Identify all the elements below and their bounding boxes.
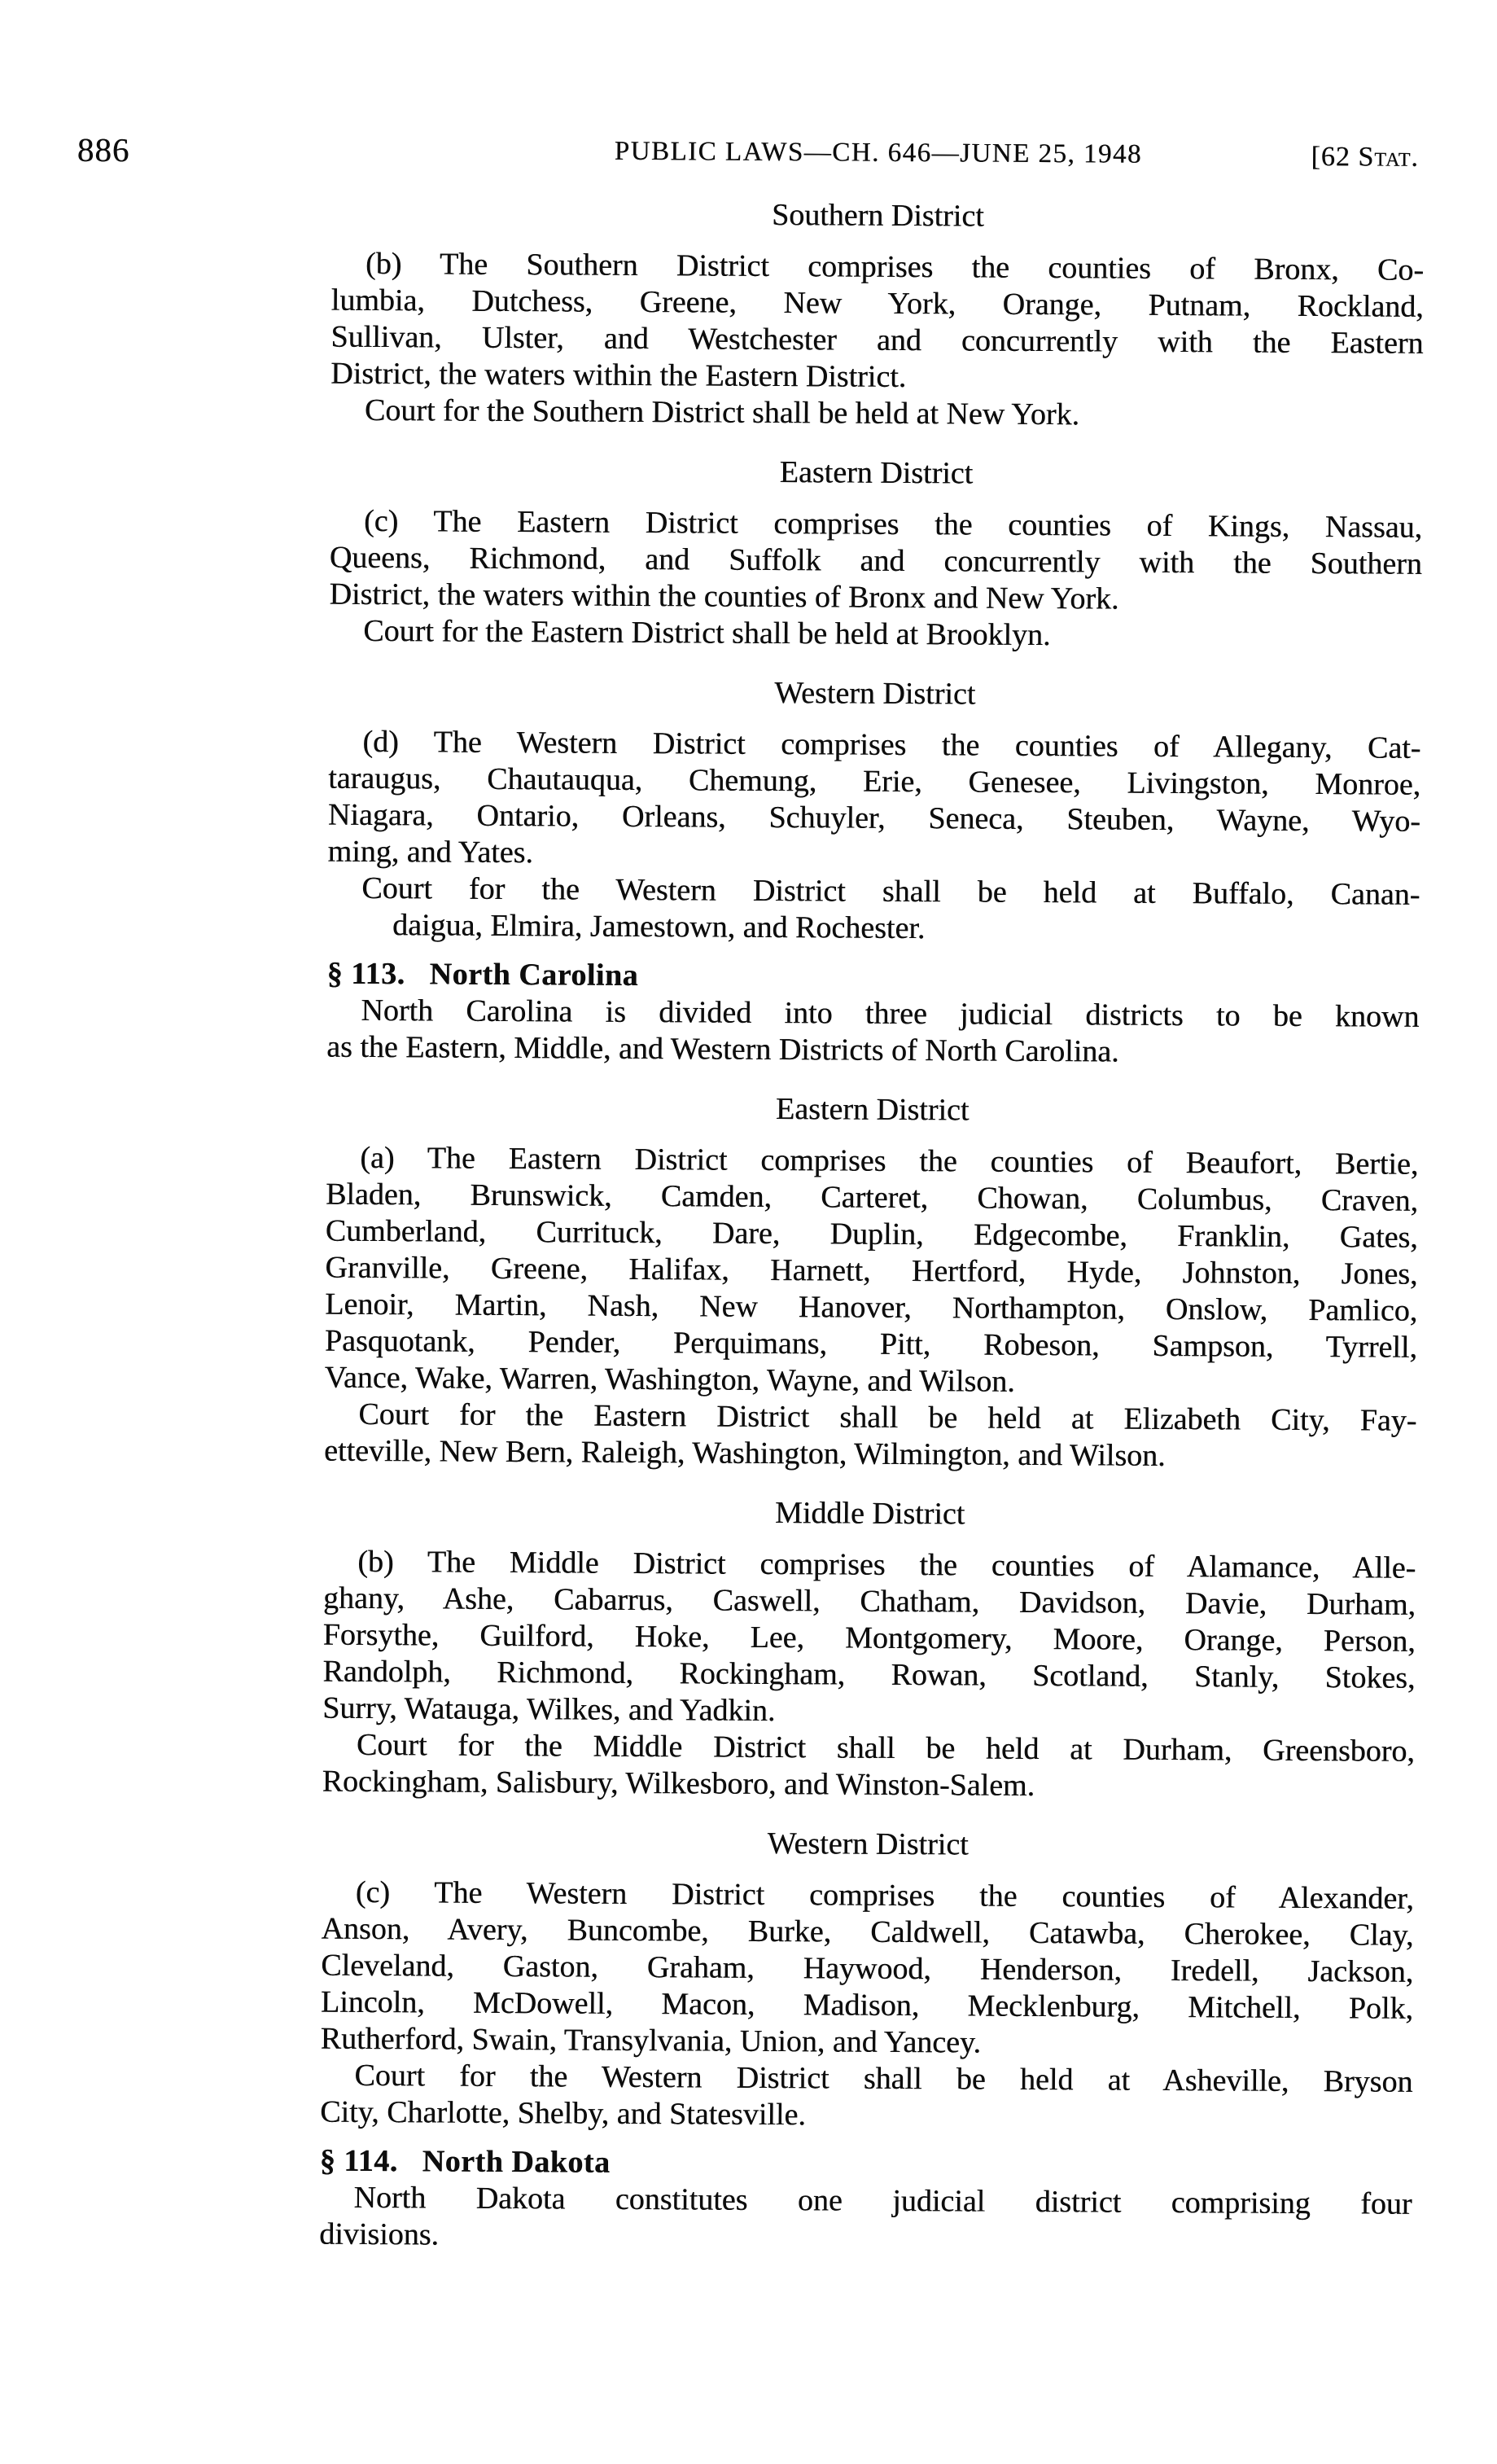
text-line: Niagara, Ontario, Orleans, Schuyler, Seneca, Steuben, Wayne, Wyo-	[327, 797, 1421, 839]
text-line: Cumberland, Currituck, Dare, Duplin, Edgecombe, Franklin, Gates,	[325, 1213, 1418, 1255]
page-number: 886	[77, 130, 130, 169]
text-line: Queens, Richmond, and Suffolk and concurrently with the Southern	[329, 540, 1422, 581]
text-line: Vance, Wake, Warren, Washington, Wayne, and Wilson.	[324, 1360, 1015, 1399]
district-heading: Southern District	[771, 197, 984, 234]
section-title: North Carolina	[429, 957, 639, 993]
paragraph	[320, 2058, 1413, 2137]
text-line: etteville, New Bern, Raleigh, Washington, Wilmington, and Wilson.	[323, 1433, 1166, 1473]
text-line: Forsythe, Guilford, Hoke, Lee, Montgomery, Moore, Orange, Person,	[322, 1617, 1416, 1659]
text-column	[319, 195, 1424, 2260]
paragraph	[330, 246, 1424, 399]
district-heading: Eastern District	[775, 1092, 970, 1128]
text-line: District, the waters within the Eastern District.	[330, 356, 907, 394]
text-line: as the Eastern, Middle, and Western Districts of North Carolina.	[326, 1029, 1119, 1069]
text-line: Surry, Watauga, Wilkes, and Yadkin.	[322, 1690, 776, 1729]
paragraph	[329, 503, 1422, 620]
stat-citation: [62 Stat.	[1311, 142, 1419, 173]
section-heading	[320, 2143, 1412, 2186]
text-line: Court for the Eastern District shall be held at Brooklyn.	[363, 613, 1051, 653]
text-line: Lenoir, Martin, Nash, New Hanover, Northampton, Onslow, Pamlico,	[325, 1287, 1418, 1328]
paragraph	[330, 392, 1423, 436]
document-page	[0, 130, 1497, 2260]
text-line: lumbia, Dutchess, Greene, New York, Orange, Putnam, Rockland,	[330, 283, 1424, 324]
text-line: North Carolina is divided into three judicial districts to be known	[361, 993, 1420, 1034]
running-title: PUBLIC LAWS—CH. 646—JUNE 25, 1948	[614, 136, 1143, 169]
text-line: Cleveland, Gaston, Graham, Haywood, Henderson, Iredell, Jackson,	[321, 1948, 1414, 1989]
district-heading: Western District	[767, 1826, 969, 1862]
text-line: (d) The Western District comprises the counties of Allegany, Cat-	[362, 724, 1421, 765]
text-line: Court for the Western District shall be held at Buffalo, Canan-	[361, 870, 1420, 912]
text-line: ghany, Ashe, Cabarrus, Caswell, Chatham, Davidson, Davie, Durham,	[322, 1581, 1416, 1622]
text-line: daigua, Elmira, Jamestown, and Rochester.	[392, 908, 926, 946]
text-line: Sullivan, Ulster, and Westchester and concurrently with the Eastern	[330, 319, 1424, 361]
district-heading: Eastern District	[779, 455, 974, 491]
text-line: Court for the Eastern District shall be held at Elizabeth City, Fay-	[358, 1396, 1417, 1438]
paragraph	[327, 870, 1420, 950]
district-heading: Western District	[774, 675, 976, 712]
text-line: divisions.	[319, 2216, 440, 2252]
text-line: taraugus, Chautauqua, Chemung, Erie, Genesee, Livingston, Monroe,	[328, 761, 1421, 802]
text-line: North Dakota constitutes one judicial district comprising four	[353, 2180, 1412, 2221]
text-line: Pasquotank, Pender, Perquimans, Pitt, Robeson, Sampson, Tyrrell,	[324, 1323, 1418, 1365]
district-heading: Middle District	[774, 1496, 965, 1532]
text-line: (c) The Western District comprises the counties of Alexander,	[355, 1874, 1414, 1916]
text-line: ming, and Yates.	[327, 834, 534, 870]
text-line: City, Charlotte, Shelby, and Statesville.	[320, 2094, 806, 2133]
text-line: Bladen, Brunswick, Camden, Carteret, Chowan, Columbus, Craven,	[325, 1177, 1419, 1218]
text-line: (c) The Eastern District comprises the counties of Kings, Nassau,	[363, 503, 1423, 545]
paragraph	[319, 2180, 1412, 2260]
section-number: § 114.	[319, 2143, 398, 2179]
section-number: § 113.	[326, 956, 405, 992]
paragraph	[327, 724, 1420, 877]
text-line: (b) The Middle District comprises the counties of Alamance, Alle-	[357, 1544, 1416, 1585]
text-line: (a) The Eastern District comprises the counties of Beaufort, Bertie,	[360, 1140, 1419, 1182]
text-line: Rockingham, Salisbury, Wilkesboro, and Winston-Salem.	[322, 1764, 1035, 1803]
paragraph	[326, 993, 1420, 1072]
text-line: Granville, Greene, Halifax, Harnett, Hertford, Hyde, Johnston, Jones,	[325, 1250, 1418, 1291]
paragraph	[322, 1544, 1416, 1734]
text-line: Anson, Avery, Buncombe, Burke, Caldwell, Catawba, Cherokee, Clay,	[321, 1911, 1414, 1953]
paragraph	[321, 1874, 1414, 2064]
paragraph	[325, 1140, 1419, 1403]
section-heading	[327, 956, 1420, 999]
text-line: Court for the Middle District shall be held at Durham, Greensboro,	[356, 1727, 1416, 1769]
paragraph	[322, 1727, 1416, 1807]
paragraph	[324, 1396, 1417, 1476]
paragraph	[329, 613, 1421, 656]
text-line: Court for the Southern District shall be held at New York.	[364, 392, 1080, 432]
text-line: (b) The Southern District comprises the counties of Bronx, Co-	[365, 246, 1425, 287]
text-line: Randolph, Richmond, Rockingham, Rowan, Scotland, Stanly, Stokes,	[322, 1654, 1416, 1695]
section-title: North Dakota	[422, 2144, 611, 2180]
text-line: Court for the Western District shall be held at Asheville, Bryson	[354, 2058, 1413, 2099]
text-line: District, the waters within the counties of Bronx and New York.	[329, 577, 1119, 616]
running-head	[0, 130, 1497, 178]
text-line: Rutherford, Swain, Transylvania, Union, and Yancey.	[320, 2021, 982, 2060]
text-line: Lincoln, McDowell, Macon, Madison, Mecklenburg, Mitchell, Polk,	[320, 1984, 1414, 2026]
